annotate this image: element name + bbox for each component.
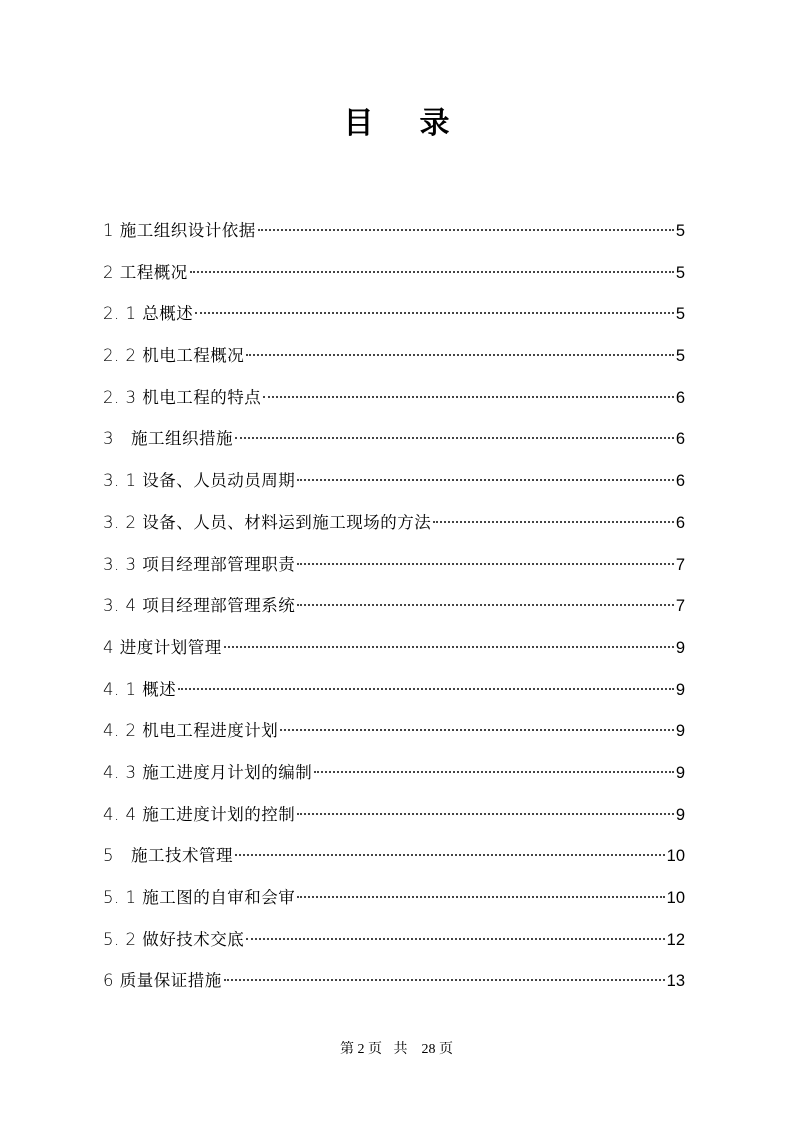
toc-entry[interactable] bbox=[103, 548, 685, 590]
toc-entry[interactable] bbox=[103, 881, 685, 923]
toc-entry-label: 2. 2 机电工程概况 bbox=[103, 346, 245, 366]
toc-entry-label: 3 施工组织措施 bbox=[103, 429, 233, 449]
toc-entry-label: 5. 1 施工图的自审和会审 bbox=[103, 888, 296, 907]
toc-entry[interactable] bbox=[103, 923, 685, 965]
title-char-2: 录 bbox=[419, 106, 450, 141]
toc-entry-page: 9 bbox=[675, 680, 685, 699]
toc-entry-label: 4. 1 概述 bbox=[103, 679, 177, 699]
toc-entry[interactable] bbox=[103, 673, 685, 715]
toc-entry-page: 6 bbox=[675, 388, 685, 407]
toc-entry[interactable] bbox=[103, 798, 685, 840]
toc-entry-label: 4 进度计划管理 bbox=[103, 637, 222, 657]
toc-entry[interactable] bbox=[103, 297, 685, 339]
toc-dot-leader bbox=[195, 312, 674, 314]
toc-entry-page: 7 bbox=[675, 555, 685, 574]
toc-dot-leader bbox=[224, 979, 665, 981]
toc-entry-label: 4. 4 施工进度计划的控制 bbox=[103, 804, 296, 824]
toc-dot-leader bbox=[190, 271, 674, 273]
toc-dot-leader bbox=[246, 354, 674, 356]
toc-entry-page: 9 bbox=[675, 805, 685, 824]
toc-entry[interactable] bbox=[103, 839, 685, 881]
toc-entry[interactable] bbox=[103, 214, 685, 256]
toc-dot-leader bbox=[258, 229, 674, 231]
toc-entry[interactable] bbox=[103, 381, 685, 423]
toc-dot-leader bbox=[433, 521, 674, 523]
toc-dot-leader bbox=[297, 479, 674, 481]
toc-entry[interactable] bbox=[103, 422, 685, 464]
toc-entry-page: 5 bbox=[675, 263, 685, 282]
toc-entry[interactable] bbox=[103, 256, 685, 298]
toc-entry-page: 12 bbox=[666, 930, 685, 949]
page-footer bbox=[0, 1038, 793, 1058]
toc-entry-page: 6 bbox=[675, 472, 685, 491]
toc-entry-page: 6 bbox=[675, 430, 685, 449]
toc-entry-page: 5 bbox=[675, 305, 685, 324]
toc-entry-label: 6 质量保证措施 bbox=[103, 971, 222, 991]
toc-entry-page: 9 bbox=[675, 638, 685, 657]
toc-dot-leader bbox=[297, 604, 674, 606]
toc-entry-label: 5 施工技术管理 bbox=[103, 846, 233, 866]
toc-entry[interactable] bbox=[103, 506, 685, 548]
toc-dot-leader bbox=[314, 771, 674, 773]
toc-dot-leader bbox=[280, 729, 674, 731]
toc-entry[interactable] bbox=[103, 339, 685, 381]
toc-entry-page: 7 bbox=[675, 597, 685, 616]
toc-entry[interactable] bbox=[103, 589, 685, 631]
toc-entry-label: 2. 1 总概述 bbox=[103, 304, 194, 324]
toc-dot-leader bbox=[263, 396, 674, 398]
toc-entry-label: 3. 2 设备、人员、材料运到施工现场的方法 bbox=[103, 512, 432, 532]
current-page-number: 第 2 页 bbox=[340, 1042, 382, 1057]
toc-entry[interactable] bbox=[103, 756, 685, 798]
toc-dot-leader bbox=[297, 813, 674, 815]
toc-entry[interactable] bbox=[103, 714, 685, 756]
title-char-1: 目 bbox=[343, 106, 374, 141]
toc-entry[interactable] bbox=[103, 464, 685, 506]
toc-dot-leader bbox=[297, 563, 674, 565]
toc-entry-label: 3. 1 设备、人员动员周期 bbox=[103, 471, 296, 491]
toc-entry-page: 6 bbox=[675, 513, 685, 532]
toc-dot-leader bbox=[235, 854, 665, 856]
toc-dot-leader bbox=[178, 688, 674, 690]
toc-entry-page: 10 bbox=[666, 889, 685, 907]
total-page-count: 共 28 页 bbox=[393, 1042, 453, 1057]
toc-entry-label: 2. 3 机电工程的特点 bbox=[103, 387, 262, 407]
toc-entry-label: 3. 4 项目经理部管理系统 bbox=[103, 596, 296, 616]
toc-entry-label: 5. 2 做好技术交底 bbox=[103, 929, 245, 949]
toc-entry-page: 10 bbox=[666, 847, 685, 866]
table-of-contents bbox=[103, 214, 685, 1006]
toc-entry-page: 5 bbox=[675, 222, 685, 240]
toc-entry-page: 13 bbox=[666, 972, 685, 991]
toc-entry-label: 4. 2 机电工程进度计划 bbox=[103, 721, 279, 741]
toc-entry-page: 9 bbox=[675, 722, 685, 741]
toc-entry-page: 5 bbox=[675, 347, 685, 366]
toc-dot-leader bbox=[297, 896, 664, 898]
toc-entry[interactable] bbox=[103, 964, 685, 1006]
toc-entry-label: 3. 3 项目经理部管理职责 bbox=[103, 554, 296, 574]
toc-dot-leader bbox=[224, 646, 674, 648]
toc-dot-leader bbox=[235, 437, 674, 439]
toc-entry-label: 1 施工组织设计依据 bbox=[103, 221, 256, 240]
toc-entry-label: 2 工程概况 bbox=[103, 262, 188, 282]
toc-entry-page: 9 bbox=[675, 763, 685, 782]
page-title bbox=[0, 98, 793, 142]
toc-entry[interactable] bbox=[103, 631, 685, 673]
toc-entry-label: 4. 3 施工进度月计划的编制 bbox=[103, 762, 313, 782]
toc-dot-leader bbox=[246, 938, 664, 940]
